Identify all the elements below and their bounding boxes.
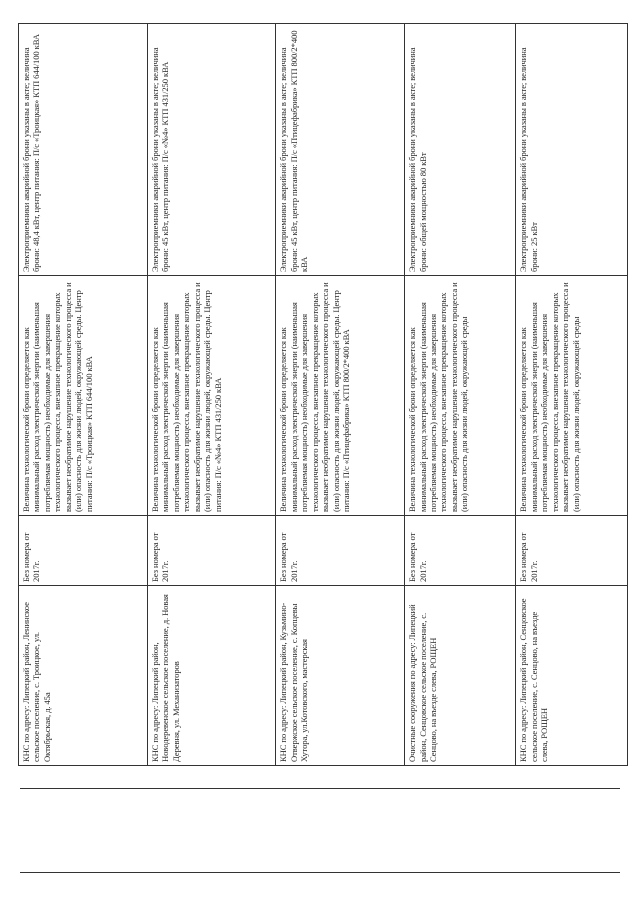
emergency-reserve-cell: Электроприемники аварийной брони указаны в акте; величина брони: 45 кВт, центр питания: П/с «Птицефабрика» КТП 800/2*400 кВА [276,24,405,276]
table-row [147,24,276,766]
doc-cell: Без номера от 2017г. [516,516,628,586]
emergency-reserve-cell: Электроприемники аварийной брони указаны в акте; величина брони: 45 кВт, центр питания: П/с «№4» КТП 431/250 кВА [147,24,276,276]
rotated-table-area [18,24,628,766]
table-row [276,24,405,766]
horizontal-rule [20,872,620,873]
table-row [19,24,148,766]
tech-reserve-cell: Величина технологической брони определяется как минимальный расход электрической энергии (наименьшая потребляемая мощность) необходимые для завершения технологического процесса, внезапное прекращение которых вызывает необратимое нарушение технологического процесса и (или) опасность для жизни людей, окружающей среды [516,276,628,516]
tech-reserve-cell: Величина технологической брони определяется как минимальный расход электрической энергии (наименьшая потребляемая мощность) необходимые для завершения технологического процесса, внезапное прекращение которых вызывает необратимое нарушение технологического процесса и (или) опасность для жизни людей, окружающей среды. Центр питания: П/с «Троицкая» КТП 644/100 кВА [19,276,148,516]
doc-cell: Без номера от 2017г. [147,516,276,586]
table-row [405,24,516,766]
doc-cell: Без номера от 2017г. [276,516,405,586]
power-reserve-table [18,23,628,766]
table-row [516,24,628,766]
object-cell: КНС по адресу: Липецкий район, Ленинское сельское поселение, с. Троицкое, ул. Октябрьская, д. 45а [19,586,148,766]
object-cell: Очистные сооружения по адресу: Липецкий район, Сенцовское сельское поселение, с. Сенцово, на въезде слева, РОЩЕН [405,586,516,766]
tech-reserve-cell: Величина технологической брони определяется как минимальный расход электрической энергии (наименьшая потребляемая мощность) необходимые для завершения технологического процесса, внезапное прекращение которых вызывает необратимое нарушение технологического процесса и (или) опасность для жизни людей, окружающей среды. Центр питания: П/с «Птицефабрика» КТП 800/2*400 кВА [276,276,405,516]
emergency-reserve-cell: Электроприемники аварийной брони указаны в акте; величина брони: 48,4 кВт, центр питания: П/с «Троицкая» КТП 644/100 кВА [19,24,148,276]
doc-cell: Без номера от 2017г. [405,516,516,586]
tech-reserve-cell: Величина технологической брони определяется как минимальный расход электрической энергии (наименьшая потребляемая мощность) необходимые для завершения технологического процесса, внезапное прекращение которых вызывает необратимое нарушение технологического процесса и (или) опасность для жизни людей, окружающей среды [405,276,516,516]
emergency-reserve-cell: Электроприемники аварийной брони указаны в акте; величина брони: 25 кВт [516,24,628,276]
horizontal-rule [20,788,620,789]
rotated-table-frame [18,24,628,766]
emergency-reserve-cell: Электроприемники аварийной брони указаны в акте; величина брони: общей мощностью 80 кВт [405,24,516,276]
object-cell: КНС по адресу: Липецкий район, Кузьмино-Отвержское сельское поселение, с. Копцевы Хутора, ул.Котовского, мастерская [276,586,405,766]
object-cell: КНС по адресу: Липецкий район, Новодеревенское сельское поселение, д. Новая Деревня, ул. Механизаторов [147,586,276,766]
doc-cell: Без номера от 2017г. [19,516,148,586]
tech-reserve-cell: Величина технологической брони определяется как минимальный расход электрической энергии (наименьшая потребляемая мощность) необходимые для завершения технологического процесса, внезапное прекращение которых вызывает необратимое нарушение технологического процесса и (или) опасность для жизни людей, окружающей среды. Центр питания: П/с «№4» КТП 431/250 кВА [147,276,276,516]
object-cell: КНС по адресу: Липецкий район, Сенцовское сельское поселение, с. Сенцово, на въезде слева, РОЩЕН [516,586,628,766]
